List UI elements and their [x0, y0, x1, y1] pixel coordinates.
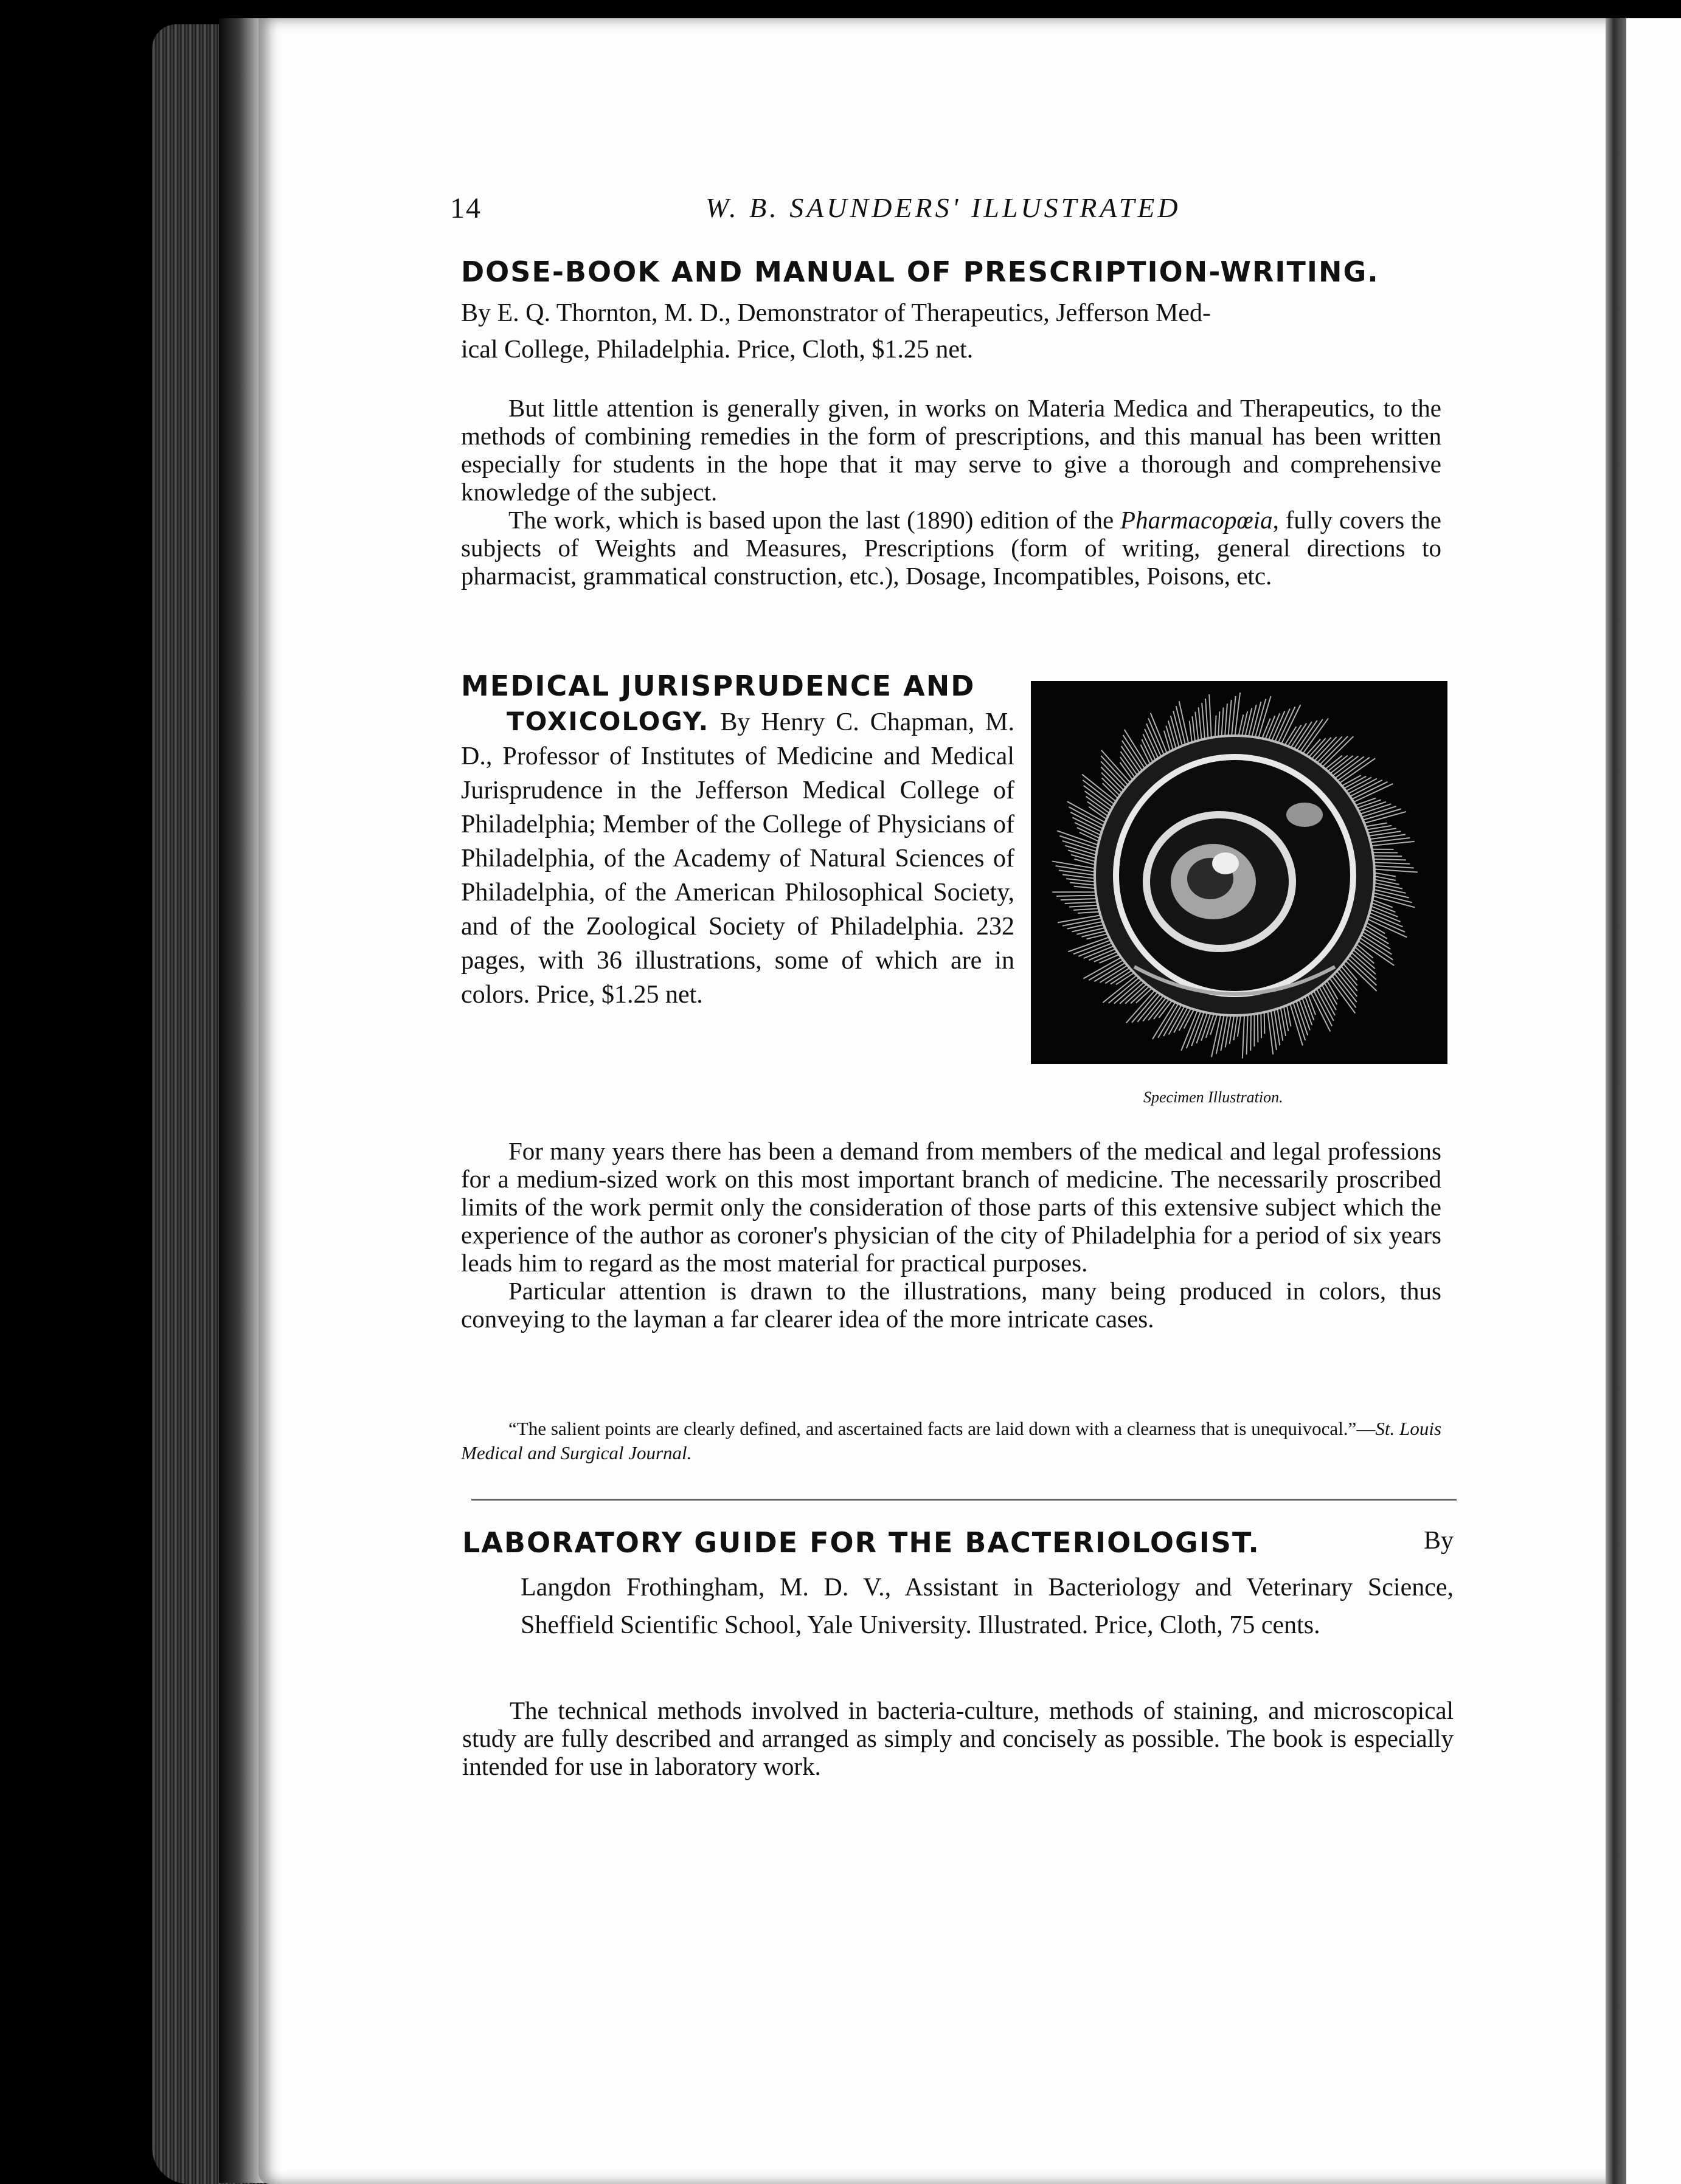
byline-line: By E. Q. Thornton, M. D., Demonstrator of Therapeutics, Jefferson Med-	[461, 299, 1211, 327]
entry-description-jurisprudence	[461, 1137, 1441, 1333]
paragraph-text: The work, which is based upon the last (1890) edition of the	[508, 506, 1121, 534]
running-head: W. B. SAUNDERS' ILLUSTRATED	[705, 192, 1181, 223]
entry-description-dose-book	[461, 394, 1441, 590]
entry-title-line: MEDICAL JURISPRUDENCE AND	[461, 669, 976, 702]
pharmacopoeia-italic: Pharmacopœia	[1120, 506, 1273, 534]
book-gutter	[1606, 18, 1626, 2184]
quote-source: St. Louis Medical and Surgical Journal.	[461, 1418, 1442, 1463]
page-header	[450, 192, 1447, 234]
entry-title-line: TOXICOLOGY.	[507, 707, 710, 736]
entry-byline-bacteriologist: Langdon Frothingham, M. D. V., Assistant in Bacteriology and Veterinary Science, Sheffield Scientific School, Yale University. Illustrated. Price, Cloth, 75 cents.	[521, 1574, 1454, 1639]
specimen-hair	[1370, 855, 1402, 856]
paragraph-text: , fully covers the subjects of Weights and Measures, Prescriptions (form of writing, general directions to pharmacist, grammatical construction, etc.), Dosage, Incompatibles, Poisons, etc.	[461, 506, 1441, 590]
entry-byline-dose-book	[461, 295, 1441, 368]
paragraph: For many years there has been a demand from members of the medical and legal professions for a medium-sized work on this most important branch of medicine. The necessarily proscribed limits of the work permit only the consideration of those parts of this extensive subject which the experience of the author as coroner's physician of the city of Philadelphia for a period of six years leads him to regard as the most material for practical purposes.	[461, 1137, 1441, 1277]
byline-line: ical College, Philadelphia. Price, Cloth, $1.25 net.	[461, 336, 974, 364]
entry-title-dose-book: DOSE-BOOK AND MANUAL OF PRESCRIPTION-WRITING.	[461, 255, 1379, 288]
entry-heading-bacteriologist	[462, 1526, 1454, 1559]
paragraph	[461, 506, 1441, 590]
figure-caption: Specimen Illustration.	[1143, 1088, 1283, 1106]
quote-body	[461, 1417, 1441, 1465]
entry-description-bacteriologist	[462, 1696, 1454, 1780]
specimen-hair	[1250, 1011, 1251, 1050]
specimen-illustration	[1031, 681, 1447, 1064]
specimen-image	[1031, 681, 1447, 1064]
entry-title-bacteriologist: LABORATORY GUIDE FOR THE BACTERIOLOGIST.	[462, 1526, 1260, 1559]
paragraph: The technical methods involved in bacteria-culture, methods of staining, and microscopical study are fully described and arranged as simply and concisely as possible. The book is especially intended for use in laboratory work.	[462, 1696, 1454, 1780]
entry-byline-jurisprudence: By Henry C. Chapman, M. D., Professor of Institutes of Medicine and Medical Jurisprudence in the Jefferson Medical College of Philadelphia; Member of the College of Physicians of Philadelphia, of the Academy of Natural Sciences of Philadelphia, of the American Philosophical Society, and of the Zoological Society of Philadelphia. 232 pages, with 36 illustrations, some of which are in colors. Price, $1.25 net.	[461, 708, 1015, 1009]
paragraph: Particular attention is drawn to the illustrations, many being produced in colors, thus conveying to the layman a far clearer idea of the more intricate cases.	[461, 1277, 1441, 1333]
page-number: 14	[450, 192, 482, 224]
section-divider	[471, 1499, 1457, 1501]
entry-heading-jurisprudence	[461, 669, 1014, 1012]
byline-by: By	[1423, 1527, 1454, 1555]
paragraph: But little attention is generally given, in works on Materia Medica and Therapeutics, to the methods of combining remedies in the form of prescriptions, and this manual has been written especially for students in the hope that it may serve to give a thorough and comprehensive knowledge of the subject.	[461, 394, 1441, 506]
quote-text: “The salient points are clearly defined, and ascertained facts are laid down with a clearness that is unequivocal.”—	[508, 1418, 1376, 1439]
review-quote	[461, 1417, 1441, 1465]
